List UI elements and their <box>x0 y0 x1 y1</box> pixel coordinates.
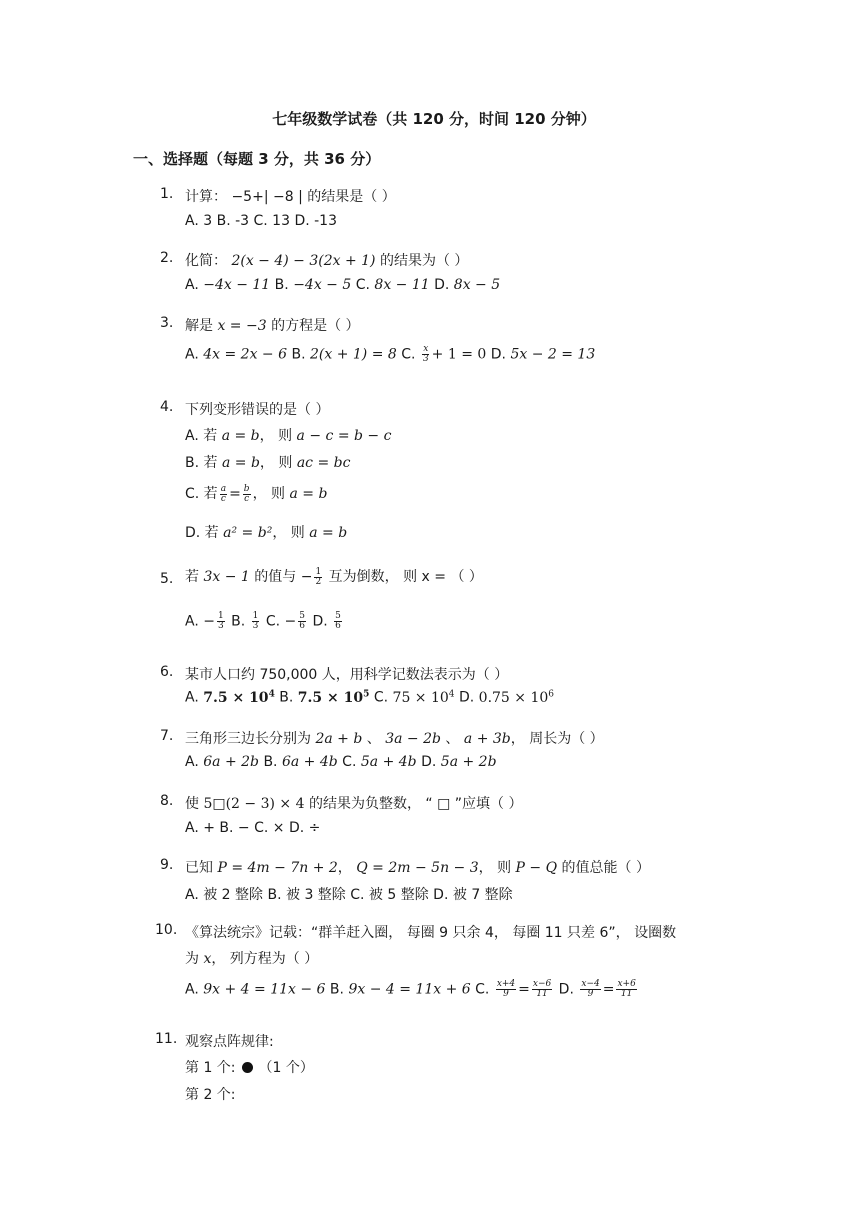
option-c: 5a + 4b <box>360 754 417 770</box>
filled-dot-icon <box>242 1062 253 1073</box>
fraction <box>532 980 552 999</box>
question-options: A. 3 B. -3 C. 13 D. -13 <box>185 213 337 229</box>
option-text: ， 则 <box>272 525 310 541</box>
question-stem <box>185 728 604 748</box>
option-label: D. <box>554 981 579 998</box>
denominator: 11 <box>620 989 633 999</box>
denominator: 3 <box>422 354 429 364</box>
stem-text: 为 <box>185 951 204 967</box>
pattern-count: （1 个） <box>258 1060 314 1076</box>
equals-sign: = <box>602 981 615 998</box>
stem-text: 若 <box>185 569 204 585</box>
question-number: 8. <box>160 793 174 809</box>
numerator: b <box>243 483 250 494</box>
math-expression: a = b <box>221 428 260 444</box>
fraction <box>616 980 636 999</box>
option-b <box>298 690 370 706</box>
question-stem: 计算： −5+| −8 | 的结果是（ ） <box>185 189 396 205</box>
pattern-line-1 <box>185 1057 314 1077</box>
question-options <box>185 980 639 999</box>
denominator: c <box>244 493 250 504</box>
exam-title: 七年级数学试卷（共 120 分，时间 120 分钟） <box>272 110 596 128</box>
question-stem <box>185 857 650 877</box>
option-c: 8x − 11 <box>374 277 430 293</box>
numerator: x+4 <box>496 979 516 989</box>
option-c <box>185 483 327 504</box>
question-number: 6. <box>160 664 174 680</box>
stem-text: 的结果为（ ） <box>375 253 469 269</box>
numerator: 5 <box>335 611 341 621</box>
option-c <box>393 690 455 706</box>
option-label: B. 若 <box>185 455 222 471</box>
option-label: C. − <box>261 613 297 630</box>
option-a: −4x − 11 <box>203 277 271 293</box>
option-d: 5x − 2 = 13 <box>510 346 596 363</box>
option-label: B. <box>259 754 282 770</box>
stem-text: 化简： <box>185 253 232 269</box>
numerator: x <box>423 344 429 354</box>
question-options: A. + B. − C. × D. ÷ <box>185 820 321 836</box>
numerator: 5 <box>299 611 305 621</box>
option-d <box>185 522 347 542</box>
stem-text: 的结果为负整数， “ □ ”应填（ ） <box>304 796 523 812</box>
option-label: D. <box>308 613 333 630</box>
equals-sign: = <box>229 486 241 502</box>
mantissa: 0.75 × 10 <box>478 689 549 706</box>
question-number: 11. <box>155 1031 178 1047</box>
option-label: A. <box>185 346 204 363</box>
stem-text: 、 <box>440 731 464 747</box>
option-label: A. 若 <box>185 428 222 444</box>
denominator: 9 <box>503 989 509 999</box>
question-number: 7. <box>160 728 174 744</box>
option-a <box>203 690 275 706</box>
option-label: D. 若 <box>185 525 224 541</box>
question-stem <box>185 793 522 813</box>
option-text: ， 则 <box>259 455 297 471</box>
option-label: A. <box>185 689 204 706</box>
option-label: B. <box>274 689 298 706</box>
option-label: C. <box>470 981 494 998</box>
stem-text: 的值总能（ ） <box>557 860 650 876</box>
math-expression: a = b <box>289 486 328 502</box>
question-number: 2. <box>160 250 174 266</box>
math-expression: 2(x − 4) − 3(2x + 1) <box>231 253 376 269</box>
option-d: 5a + 2b <box>440 754 497 770</box>
option-b: 2(x + 1) = 8 <box>309 346 397 363</box>
question-number: 10. <box>155 922 178 938</box>
pattern-line-2: 第 2 个: <box>185 1087 236 1103</box>
denominator: 2 <box>315 576 322 587</box>
denominator: c <box>220 493 226 504</box>
option-label: A. <box>185 981 204 998</box>
denominator: 11 <box>536 989 548 999</box>
question-options <box>185 689 554 706</box>
numerator: x−6 <box>532 979 552 989</box>
denominator: 3 <box>217 621 224 631</box>
denominator: 6 <box>299 621 305 631</box>
mantissa: 75 × 10 <box>392 689 449 706</box>
math-expression: Q = 2m − 5n − 3 <box>356 860 479 876</box>
section-heading: 一、选择题（每题 3 分，共 36 分） <box>133 150 381 168</box>
fraction <box>422 345 430 364</box>
question-stem: 下列变形错误的是（ ） <box>185 402 330 418</box>
question-options <box>185 277 500 293</box>
option-label: A. − <box>185 613 215 630</box>
numerator: x+6 <box>617 979 636 989</box>
option-d <box>479 690 554 706</box>
option-label: A. <box>185 754 204 770</box>
option-a: 4x = 2x − 6 <box>203 346 288 363</box>
stem-text: 使 <box>185 796 204 812</box>
math-expression: x = −3 <box>217 318 267 334</box>
fraction <box>334 612 342 631</box>
fraction <box>217 612 225 631</box>
question-stem <box>185 566 483 587</box>
math-expression: P − Q <box>515 860 558 876</box>
numerator: a <box>220 483 227 494</box>
denominator: 9 <box>587 989 594 999</box>
math-expression: a + 3b <box>463 731 511 747</box>
denominator: 6 <box>335 621 341 631</box>
math-expression: 2a + b <box>315 731 363 747</box>
option-label: D. <box>454 689 479 706</box>
option-text: ， 则 <box>252 486 290 502</box>
exponent: 6 <box>548 689 555 699</box>
denominator: 3 <box>252 621 259 631</box>
stem-text: 已知 <box>185 860 218 876</box>
stem-text: ， <box>337 860 357 876</box>
question-number: 4. <box>160 399 174 415</box>
fraction <box>580 980 600 999</box>
option-label: A. <box>185 277 204 293</box>
option-label: B. <box>287 346 310 363</box>
stem-text: ， 则 <box>478 860 516 876</box>
option-a <box>185 425 391 445</box>
option-a: 6a + 2b <box>203 754 259 770</box>
option-label: C. <box>337 754 361 770</box>
option-label: B. <box>270 277 294 293</box>
math-expression: a = b <box>309 525 348 541</box>
option-d: 8x − 5 <box>453 277 501 293</box>
stem-text: 互为倒数， 则 x = （ ） <box>324 569 483 585</box>
exponent: 4 <box>448 689 455 699</box>
question-stem <box>185 250 468 270</box>
fraction <box>252 612 260 631</box>
math-expression: ac = bc <box>296 455 351 471</box>
math-expression: P = 4m − 7n + 2 <box>217 860 338 876</box>
stem-text: 三角形三边长分别为 <box>185 731 316 747</box>
stem-text: ， 周长为（ ） <box>510 731 604 747</box>
question-options <box>185 612 344 631</box>
question-stem: 观察点阵规律: <box>185 1034 274 1050</box>
numerator: 1 <box>315 566 322 577</box>
math-expression: 3x − 1 <box>203 569 250 585</box>
math-expression: a² = b² <box>223 525 273 541</box>
stem-text: 的方程是（ ） <box>266 318 360 334</box>
fraction <box>496 980 516 999</box>
equals-sign: = <box>518 981 530 998</box>
stem-text: 、 <box>362 731 386 747</box>
option-b <box>185 452 350 472</box>
mantissa: 7.5 × 10 <box>297 689 364 706</box>
question-stem: 某市人口约 750,000 人，用科学记数法表示为（ ） <box>185 667 509 683</box>
math-expression: a − c = b − c <box>296 428 392 444</box>
mantissa: 7.5 × 10 <box>203 689 269 706</box>
question-options <box>185 754 497 770</box>
option-label: C. <box>396 346 420 363</box>
math-expression: 3a − 2b <box>385 731 441 747</box>
question-stem-line2 <box>185 948 318 968</box>
question-number: 1. <box>160 186 174 202</box>
option-label: D. <box>416 754 441 770</box>
fraction <box>314 568 322 587</box>
question-stem: 《算法统宗》记载：“群羊赶入圈， 每圈 9 只余 4， 每圈 11 只差 6”， 设圈数 <box>185 925 677 941</box>
question-number: 3. <box>160 315 174 331</box>
option-b: 6a + 4b <box>281 754 338 770</box>
question-number: 9. <box>160 857 174 873</box>
option-label: C. 若 <box>185 486 218 502</box>
question-number: 5. <box>160 571 174 587</box>
exponent: 5 <box>363 689 370 699</box>
numerator: 1 <box>217 611 224 621</box>
option-c: + 1 = 0 <box>431 346 487 363</box>
exponent: 4 <box>268 689 275 699</box>
option-label: B. <box>325 981 349 998</box>
math-expression: a = b <box>221 455 260 471</box>
stem-text: ， 列方程为（ ） <box>211 951 319 967</box>
math-variable: x <box>203 951 212 967</box>
fraction <box>298 612 306 631</box>
numerator: x−4 <box>581 979 600 989</box>
option-label: D. <box>429 277 454 293</box>
pattern-label: 第 1 个: <box>185 1060 236 1076</box>
question-options: A. 被 2 整除 B. 被 3 整除 C. 被 5 整除 D. 被 7 整除 <box>185 887 513 903</box>
stem-text: 的值与 − <box>249 569 313 585</box>
math-expression: 5□(2 − 3) × 4 <box>203 796 305 812</box>
fraction <box>243 485 251 504</box>
option-text: ， 则 <box>259 428 297 444</box>
option-a: 9x + 4 = 11x − 6 <box>203 981 326 998</box>
option-label: C. <box>369 689 393 706</box>
numerator: 1 <box>252 611 259 621</box>
question-options <box>185 345 595 364</box>
option-label: B. <box>226 613 250 630</box>
option-label: D. <box>486 346 511 363</box>
stem-text: 解是 <box>185 318 218 334</box>
option-b: 9x − 4 = 11x + 6 <box>348 981 471 998</box>
question-stem <box>185 315 360 335</box>
fraction <box>220 485 227 504</box>
option-label: C. <box>351 277 375 293</box>
option-b: −4x − 5 <box>293 277 352 293</box>
